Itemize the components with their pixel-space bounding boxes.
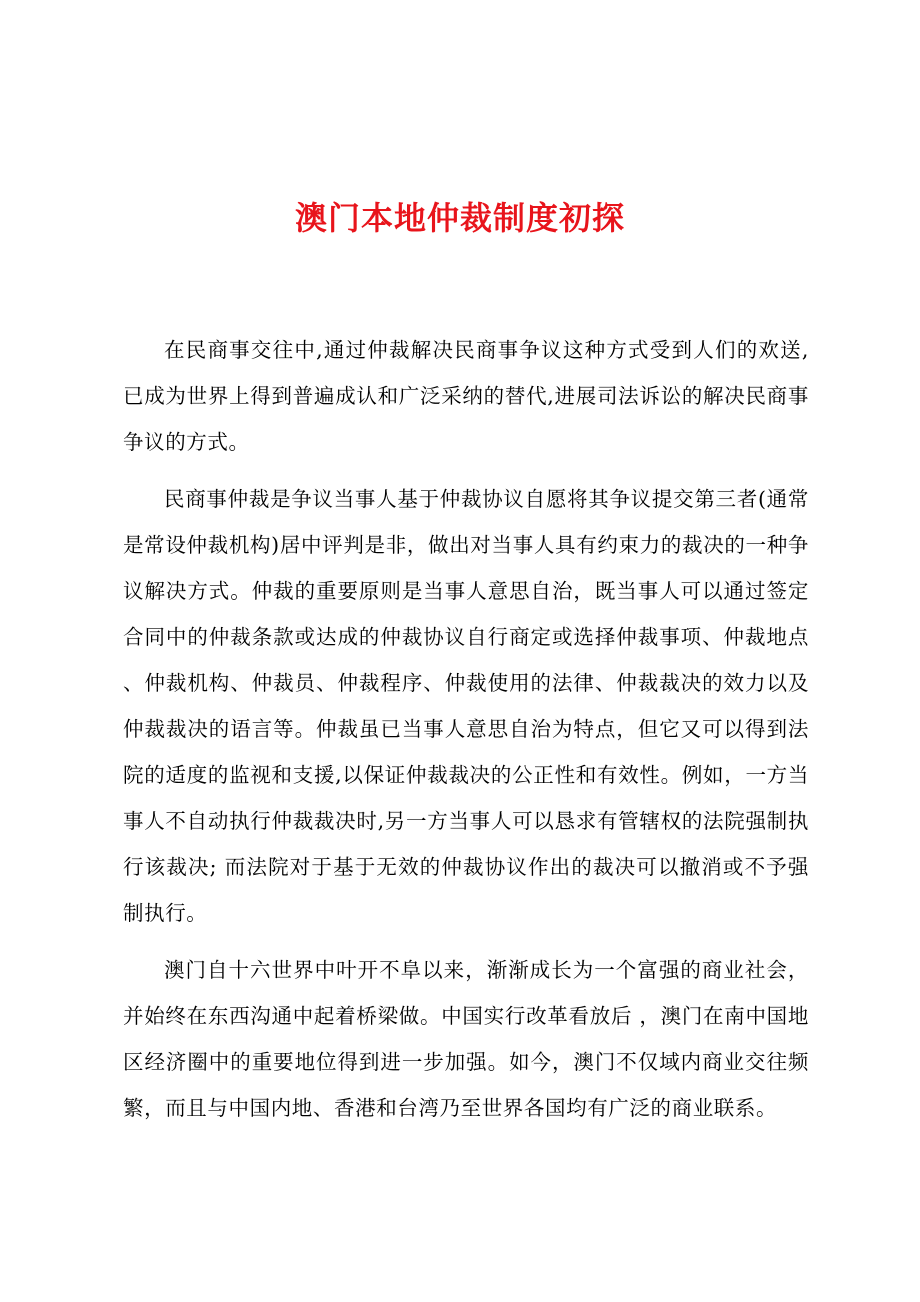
document-title: 澳门本地仲裁制度初探 xyxy=(294,199,625,237)
document-body xyxy=(123,327,809,1142)
paragraph-2: 民商事仲裁是争议当事人基于仲裁协议自愿将其争议提交第三者(通常是常设仲裁机构)居中评判是非，做出对当事人具有约束力的裁决的一种争议解决方式。仲裁的重要原则是当事人意思自治，既当事人可以通过签定合同中的仲裁条款或达成的仲裁协议自行商定或选择仲裁事项、仲裁地点 、仲裁机构、仲裁员、仲裁程序、仲裁使用的法律、仲裁裁决的效力以及仲裁裁决的语言等。仲裁虽已当事人意思自治为特点，但它又可以得到法院的适度的监视和支援,以保证仲裁裁决的公正性和有效性。例如，一方当事人不自动执行仲裁裁决时,另一方当事人可以恳求有管辖权的法院强制执行该裁决; 而法院对于基于无效的仲裁协议作出的裁决可以撤消或不予强制执行。 xyxy=(123,487,809,925)
paragraph-1: 在民商事交往中,通过仲裁解决民商事争议这种方式受到人们的欢送,已成为世界上得到普遍成认和广泛采纳的替代,进展司法诉讼的解决民商事争议的方式。 xyxy=(123,338,809,454)
paragraph-3: 澳门自十六世界中叶开不阜以来，渐渐成长为一个富强的商业社会，并始终在东西沟通中起着桥梁做。中国实行改革看放后 ，澳门在南中国地区经济圈中的重要地位得到进一步加强。如今，澳门不仅域内商业交往频繁，而且与中国内地、香港和台湾乃至世界各国均有广泛的商业联系。 xyxy=(123,958,809,1120)
